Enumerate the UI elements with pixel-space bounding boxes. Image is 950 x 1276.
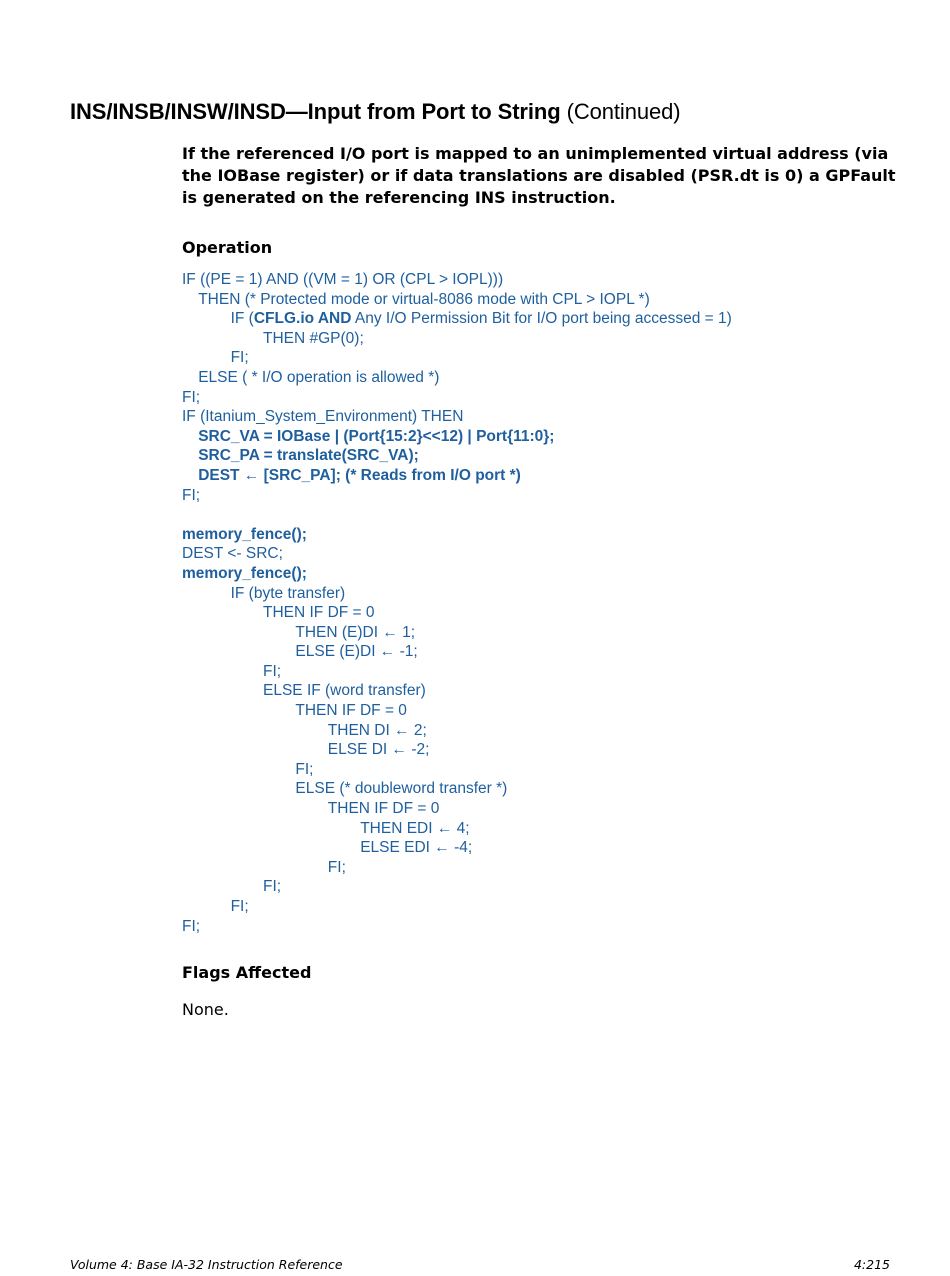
code-segment: FI;: [182, 486, 201, 504]
code-segment-bold: SRC_VA = IOBase | (Port{15:2}<<12) | Port{11:0};: [198, 427, 555, 445]
code-line: [182, 740, 732, 760]
code-line: [182, 544, 732, 564]
code-line: [182, 799, 732, 819]
code-segment: IF (Itanium_System_Environment) THEN: [182, 408, 464, 426]
operation-heading: Operation: [182, 238, 273, 257]
code-segment: FI;: [230, 898, 249, 915]
code-segment: ELSE (E)DI ← -1;: [295, 643, 418, 661]
code-line: [182, 427, 732, 447]
code-segment-bold: CFLG.io AND: [253, 310, 352, 328]
code-line: [182, 721, 732, 741]
code-line: [182, 270, 732, 290]
code-line: [182, 446, 732, 466]
code-segment: FI;: [263, 662, 282, 680]
code-line: [182, 858, 732, 878]
code-line: [182, 290, 732, 310]
code-line: [182, 603, 732, 623]
page-title: [70, 98, 680, 126]
code-line: [182, 701, 732, 721]
code-line: [182, 486, 732, 506]
code-line: [182, 564, 732, 584]
code-segment: FI;: [182, 917, 201, 935]
code-segment: ELSE IF (word transfer): [263, 682, 426, 700]
code-segment: IF ((PE = 1) AND ((VM = 1) OR (CPL > IOPL))): [182, 271, 504, 288]
code-segment: ELSE (* doubleword transfer *): [295, 780, 508, 798]
code-line: [182, 681, 732, 701]
code-line: [182, 819, 732, 839]
code-line: [182, 466, 732, 486]
code-line: [182, 505, 732, 525]
code-segment: FI;: [230, 349, 249, 367]
intro-paragraph: If the referenced I/O port is mapped to an unimplemented virtual address (via the IOBase register) or if data translations are disabled (PSR.dt is 0) a GPFault is generated on the referencing INS instruction.: [182, 144, 896, 207]
code-line: [182, 309, 732, 329]
page-title-continued: (Continued): [560, 99, 681, 124]
code-line: [182, 760, 732, 780]
code-line: [182, 779, 732, 799]
code-segment: FI;: [182, 388, 201, 406]
footer-page-number: 4:215: [853, 1257, 890, 1272]
code-segment: IF (: [230, 310, 254, 328]
code-segment: Any I/O Permission Bit for I/O port being accessed = 1): [351, 310, 732, 328]
code-segment-bold: memory_fence();: [182, 525, 307, 543]
flags-affected-text: None.: [182, 1000, 229, 1019]
code-line: [182, 329, 732, 349]
code-segment: THEN EDI ← 4;: [360, 819, 470, 837]
code-segment: DEST <- SRC;: [182, 545, 283, 563]
code-segment: FI;: [263, 878, 282, 896]
code-segment: THEN #GP(0);: [263, 329, 364, 347]
code-line: [182, 897, 732, 917]
flags-affected-heading: Flags Affected: [182, 963, 312, 982]
code-segment: THEN DI ← 2;: [327, 721, 427, 739]
code-line: [182, 348, 732, 368]
code-segment: IF (byte transfer): [230, 584, 346, 602]
code-segment: FI;: [327, 858, 346, 876]
code-line: [182, 623, 732, 643]
code-segment: ELSE DI ← -2;: [327, 741, 430, 759]
code-line: [182, 838, 732, 858]
code-line: [182, 525, 732, 545]
code-segment: THEN (E)DI ← 1;: [295, 623, 416, 641]
code-line: [182, 642, 732, 662]
code-segment: ELSE EDI ← -4;: [360, 839, 473, 857]
code-line: [182, 917, 732, 937]
code-segment: FI;: [295, 760, 314, 778]
code-line: [182, 662, 732, 682]
code-line: [182, 388, 732, 408]
code-segment-bold: memory_fence();: [182, 564, 307, 582]
code-segment: THEN IF DF = 0: [295, 702, 407, 720]
code-segment-bold: SRC_PA = translate(SRC_VA);: [198, 447, 419, 465]
code-line: [182, 584, 732, 604]
code-segment: ELSE ( * I/O operation is allowed *): [198, 368, 440, 386]
code-line: [182, 368, 732, 388]
code-line: [182, 877, 732, 897]
page-title-bold: INS/INSB/INSW/INSD—Input from Port to String: [70, 99, 561, 124]
code-segment: THEN (* Protected mode or virtual-8086 mode with CPL > IOPL *): [198, 290, 650, 308]
footer-volume-title: Volume 4: Base IA-32 Instruction Reference: [70, 1257, 343, 1272]
code-segment: THEN IF DF = 0: [263, 604, 375, 622]
code-segment-bold: DEST ← [SRC_PA]; (* Reads from I/O port *): [198, 466, 521, 484]
code-segment: THEN IF DF = 0: [327, 800, 440, 818]
operation-code-block: [182, 270, 732, 936]
code-line: [182, 407, 732, 427]
